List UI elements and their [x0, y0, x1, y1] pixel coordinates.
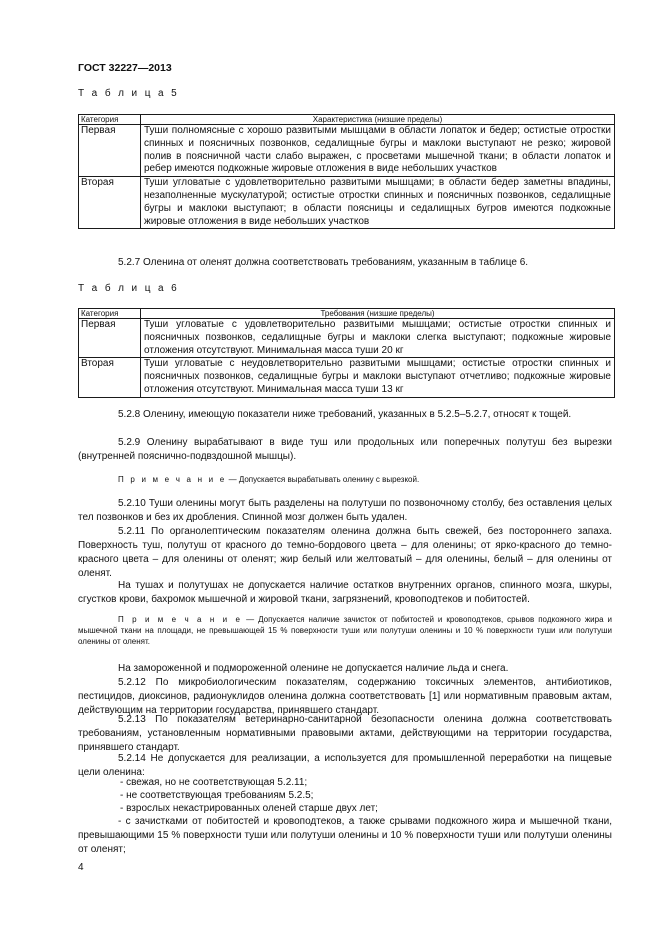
note-text: — Допускается вырабатывать оленину с вырезкой.: [226, 475, 420, 484]
note-label: П р и м е ч а н и е: [118, 615, 243, 624]
note-text: — Допускается наличие зачисток от побитостей и кровоподтеков, срывов подкожного жира и мышечной ткани на площади, не превышающей 15 % поверхности туши или полутуши оленины и 10 % поверхности туши или полутуши оленины от оленят.: [78, 615, 612, 646]
table6-header-row: [79, 309, 615, 319]
page-number: 4: [78, 862, 84, 873]
table6-col-category: Категория: [79, 309, 141, 319]
table-row: [79, 177, 615, 229]
list-item: - свежая, но не соответствующая 5.2.11;: [120, 777, 308, 788]
document-header: ГОСТ 32227—2013: [78, 62, 172, 74]
table-cell-text: Туши угловатые с удовлетворительно развитыми мышцами; остистые отростки спинных и поясничных позвонков, седалищные бугры и маклоки слегка выступают; подкожные жировые отложения отсутствуют. Минимальная масса туши 20 кг: [141, 319, 615, 358]
table-cell-text: Туши угловатые с неудовлетворительно развитыми мышцами; остистые отростки спинных и поясничных позвонков, седалищные бугры и маклоки выступают отчетливо; подкожные жировые отложения отсутствуют. Минимальная масса туши 13 кг: [141, 358, 615, 397]
table6: [78, 308, 615, 398]
table6-caption: Т а б л и ц а 6: [78, 283, 180, 294]
table-row: [79, 125, 615, 177]
table-row: [79, 358, 615, 397]
table5-header-row: [79, 115, 615, 125]
table-cell-category: Вторая: [79, 177, 141, 229]
table5-col-characteristic: Характеристика (низшие пределы): [141, 115, 615, 125]
paragraph-5-2-12: 5.2.12 По микробиологическим показателям, содержанию токсичных элементов, антибиотиков, пестицидов, диоксинов, радионуклидов оленина должна соответствовать [1] или нормативным правовым актам, действующим на территории государства, принявшего стандарт.: [78, 677, 612, 716]
table-cell-text: Туши полномясные с хорошо развитыми мышцами в области лопаток и бедер; остистые отростки спинных и поясничных позвонков, седалищные бугры и маклоки выступают не резко; жировой полив в поясничной части слабо выражен, с просветами мышечной ткани; в области лопаток и ребер имеются подкожные жировые отложения в виде небольших участков: [141, 125, 615, 177]
table-cell-category: Первая: [79, 125, 141, 177]
note-label: П р и м е ч а н и е: [118, 475, 227, 484]
table-row: [79, 319, 615, 358]
table6-col-requirements: Требования (низшие пределы): [141, 309, 615, 319]
paragraph-last: - с зачистками от побитостей и кровоподтеков, а также срывами подкожного жира и мышечной ткани, превышающими 15 % поверхности туши или полутуши оленины и 10 % поверхности туши или полутуши оленины от оленят;: [78, 816, 612, 855]
table-cell-category: Вторая: [79, 358, 141, 397]
paragraph-5-2-10: 5.2.10 Туши оленины могут быть разделены на полутуши по позвоночному столбу, без оставления целых тел позвонков и без их дробления. Спинной мозг должен быть удален.: [78, 498, 612, 523]
list-item: - взрослых некастрированных оленей старше двух лет;: [120, 803, 378, 814]
table5-caption: Т а б л и ц а 5: [78, 88, 180, 99]
list-item: - не соответствующая требованиям 5.2.5;: [120, 790, 314, 801]
table-cell-text: Туши угловатые с удовлетворительно развитыми мышцами; в области бедер заметны впадины, незаполненные мускулатурой; остистые отростки спинных и поясничных позвонков, седалищные бугры и маклоки выступают; в области поясницы и седалищных бугров имеются подкожные жировые отложения в виде небольших участков: [141, 177, 615, 229]
table5-col-category: Категория: [79, 115, 141, 125]
note-1: [78, 474, 612, 485]
paragraph-5-2-8: 5.2.8 Оленину, имеющую показатели ниже требований, указанных в 5.2.5–5.2.7, относят к тощей.: [118, 409, 572, 420]
paragraph-5-2-7: 5.2.7 Оленина от оленят должна соответствовать требованиям, указанным в таблице 6.: [118, 257, 529, 268]
paragraph-5-2-11: 5.2.11 По органолептическим показателям оленина должна быть свежей, без постороннего запаха. Поверхность туш, полутуш от красного до темно-бордового цвета – для оленины; от ярко-красного до темно-красного цвета – для оленины от оленят; жир белый или желтоватый – для оленины, белый – для оленины от оленят.: [78, 526, 612, 579]
paragraph-5-2-13: 5.2.13 По показателям ветеринарно-санитарной безопасности оленина должна соответствовать требованиям, установленным нормативными правовыми актами, действующими на территории государства, принявшего стандарт.: [78, 714, 612, 753]
paragraph-ice: На замороженной и подмороженной оленине не допускается наличие льда и снега.: [118, 663, 509, 674]
paragraph-5-2-11-b: На тушах и полутушах не допускается наличие остатков внутренних органов, спинного мозга, шкуры, сгустков крови, бахромок мышечной и жировой ткани, загрязнений, кровоподтеков и побитостей.: [78, 580, 612, 605]
table5: [78, 114, 615, 229]
table-cell-category: Первая: [79, 319, 141, 358]
paragraph-5-2-14: 5.2.14 Не допускается для реализации, а используется для промышленной переработки на пищевые цели оленина:: [78, 753, 612, 778]
note-2: [78, 614, 612, 647]
paragraph-5-2-9: 5.2.9 Оленину вырабатывают в виде туш или продольных или поперечных полутуш без вырезки (внутренней пояснично-подвздошной мышцы).: [78, 437, 612, 462]
